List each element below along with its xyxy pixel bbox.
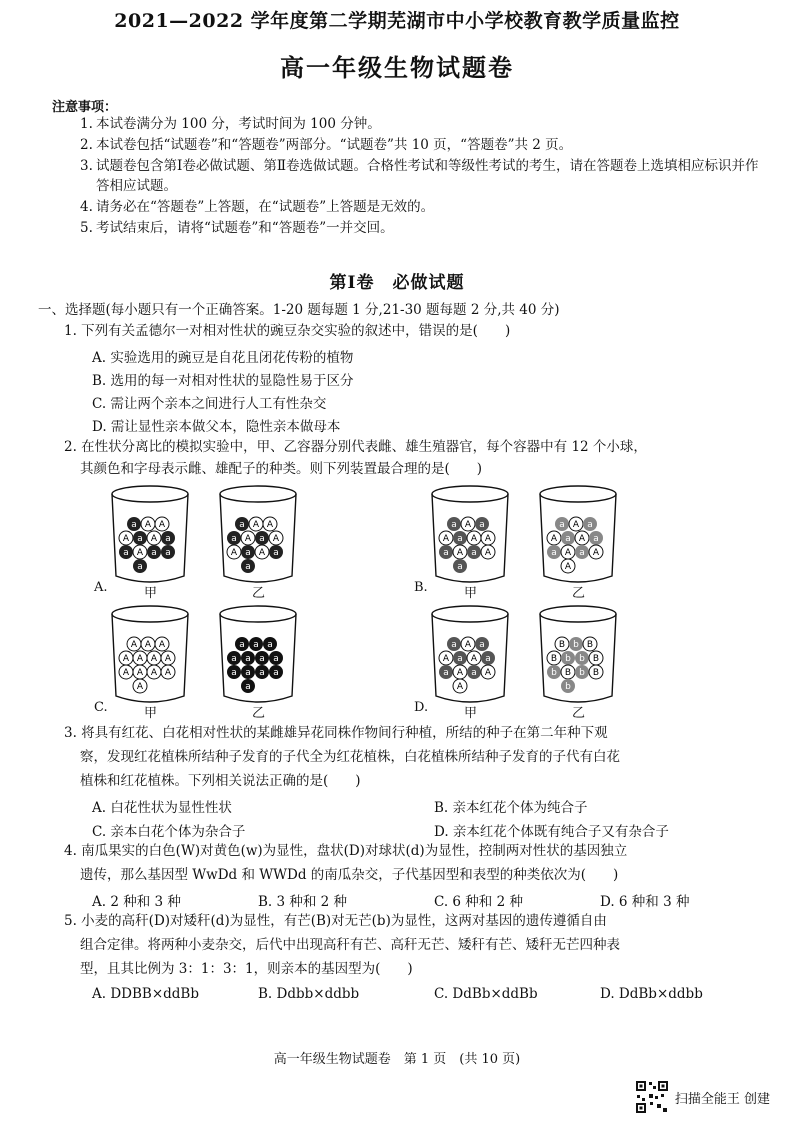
jar-a-jia	[112, 486, 188, 582]
svg-text:A: A	[564, 548, 572, 558]
svg-text:a: a	[485, 654, 491, 664]
q3-option-c: C. 亲本白花个体为杂合子	[92, 824, 246, 840]
q2-option-d-label: D.	[414, 700, 429, 715]
q4-option-b: B. 3 种和 2 种	[258, 894, 348, 910]
svg-text:a: a	[471, 548, 477, 558]
q2-label-yi: 乙	[252, 706, 266, 721]
note-item: 1. 本试卷满分为 100 分，考试时间为 100 分钟。	[80, 116, 381, 132]
svg-text:a: a	[273, 654, 279, 664]
svg-text:a: a	[587, 520, 593, 530]
svg-text:A: A	[122, 534, 130, 544]
svg-text:A: A	[150, 654, 158, 664]
jar-c-jia	[112, 606, 188, 702]
q2-container-diagram	[0, 478, 794, 718]
svg-text:a: a	[231, 668, 237, 678]
notes-heading: 注意事项：	[52, 100, 118, 115]
svg-text:A: A	[150, 668, 158, 678]
svg-text:a: a	[137, 562, 143, 572]
q2-stem-line1: 2. 在性状分离比的模拟实验中，甲、乙容器分别代表雌、雄生殖器官，每个容器中有 12 个小球，	[64, 439, 647, 455]
q5-option-d: D. DdBb×ddbb	[600, 986, 703, 1002]
q4-option-d: D. 6 种和 3 种	[600, 894, 690, 910]
svg-text:B: B	[586, 640, 594, 650]
svg-text:b: b	[579, 668, 585, 678]
svg-text:A: A	[136, 548, 144, 558]
exam-title-line1: 2021—2022 学年度第二学期芜湖市中小学校教育教学质量监控	[114, 10, 680, 32]
svg-text:A: A	[122, 668, 130, 678]
svg-text:a: a	[259, 654, 265, 664]
svg-text:a: a	[259, 668, 265, 678]
q2-label-yi: 乙	[572, 706, 586, 721]
svg-text:A: A	[572, 520, 580, 530]
q3-option-a: A. 白花性状为显性性状	[92, 800, 232, 816]
svg-text:a: a	[245, 548, 251, 558]
jar-d-jia	[432, 606, 508, 702]
svg-text:a: a	[267, 640, 273, 650]
svg-text:b: b	[573, 640, 579, 650]
svg-text:A: A	[456, 668, 464, 678]
scanner-watermark	[635, 1080, 770, 1114]
svg-text:b: b	[579, 654, 585, 664]
q2-label-yi: 乙	[572, 586, 586, 601]
q3-stem-line3: 植株和红花植株。下列相关说法正确的是( )	[80, 773, 361, 789]
svg-text:a: a	[231, 534, 237, 544]
q1-option-b: B. 选用的每一对相对性状的显隐性易于区分	[92, 373, 354, 389]
q4-stem-line1: 4. 南瓜果实的白色(W)对黄色(w)为显性，盘状(D)对球状(d)为显性，控制两对性状的基因独立	[64, 843, 628, 859]
svg-text:A: A	[470, 654, 478, 664]
svg-text:A: A	[122, 654, 130, 664]
q2-option-c-label: C.	[94, 700, 108, 715]
svg-text:A: A	[136, 654, 144, 664]
svg-text:A: A	[244, 534, 252, 544]
note-item: 4. 请务必在“答题卷”上答题，在“试题卷”上答题是无效的。	[80, 199, 435, 216]
svg-text:a: a	[245, 562, 251, 572]
q2-label-jia: 甲	[464, 706, 478, 721]
svg-text:B: B	[564, 668, 572, 678]
q1-stem: 1. 下列有关孟德尔一对相对性状的豌豆杂交实验的叙述中，错误的是( )	[64, 323, 511, 339]
jar-a-yi	[220, 486, 296, 582]
svg-text:a: a	[245, 682, 251, 692]
q5-stem-line2: 组合定律。将两种小麦杂交，后代中出现高秆有芒、高秆无芒、矮秆有芒、矮秆无芒四种表	[80, 937, 620, 953]
note-item: 5. 考试结束后，请将“试题卷”和“答题卷”一并交回。	[80, 219, 394, 236]
svg-text:A: A	[592, 548, 600, 558]
svg-text:a: a	[443, 548, 449, 558]
svg-text:A: A	[164, 654, 172, 664]
svg-text:a: a	[231, 654, 237, 664]
svg-text:B: B	[592, 668, 600, 678]
svg-text:B: B	[550, 654, 558, 664]
svg-text:a: a	[273, 668, 279, 678]
q5-option-c: C. DdBb×ddBb	[434, 986, 538, 1002]
svg-text:a: a	[451, 520, 457, 530]
svg-text:A: A	[266, 520, 274, 530]
note-item: 3. 试题卷包含第Ⅰ卷必做试题、第Ⅱ卷选做试题。合格性考试和等级性考试的考生，请在答题卷上选填相应标识并作答相应试题。	[80, 157, 759, 195]
svg-text:A: A	[564, 562, 572, 572]
svg-text:A: A	[272, 534, 280, 544]
svg-text:a: a	[565, 534, 571, 544]
svg-text:a: a	[123, 548, 129, 558]
svg-text:a: a	[273, 548, 279, 558]
q3-stem-line2: 察，发现红花植株所结种子发育的子代全为红花植株，白花植株所结种子发育的子代有白花	[80, 749, 620, 765]
q3-stem-line1: 3. 将具有红花、白花相对性状的某雌雄异花同株作物间行种植，所结的种子在第二年种下观	[64, 725, 608, 741]
svg-text:A: A	[144, 640, 152, 650]
svg-text:A: A	[150, 534, 158, 544]
q3-option-d: D. 亲本红花个体既有纯合子又有杂合子	[434, 824, 669, 840]
svg-text:A: A	[550, 534, 558, 544]
svg-text:a: a	[165, 534, 171, 544]
jar-b-jia	[432, 486, 508, 582]
svg-text:a: a	[457, 534, 463, 544]
q4-option-c: C. 6 种和 2 种	[434, 894, 523, 910]
q5-stem-line3: 型，且其比例为 3：1：3：1，则亲本的基因型为( )	[80, 961, 413, 977]
svg-text:B: B	[558, 640, 566, 650]
svg-text:a: a	[451, 640, 457, 650]
svg-text:a: a	[443, 668, 449, 678]
q4-option-a: A. 2 种和 3 种	[92, 894, 181, 910]
q4-stem-line2: 遗传，那么基因型 WwDd 和 WWDd 的南瓜杂交，子代基因型和表型的种类依次为( )	[80, 867, 619, 883]
q2-label-yi: 乙	[252, 586, 266, 601]
svg-text:A: A	[252, 520, 260, 530]
svg-text:A: A	[158, 520, 166, 530]
svg-text:a: a	[239, 640, 245, 650]
q2-label-jia: 甲	[464, 586, 478, 601]
svg-text:a: a	[479, 640, 485, 650]
svg-text:a: a	[137, 534, 143, 544]
svg-text:A: A	[258, 548, 266, 558]
svg-text:A: A	[464, 520, 472, 530]
q5-option-a: A. DDBB×ddBb	[92, 986, 199, 1002]
q1-option-a: A. 实验选用的豌豆是自花且闭花传粉的植物	[92, 350, 354, 366]
q1-option-d: D. 需让显性亲本做父本，隐性亲本做母本	[92, 419, 341, 435]
page-footer: 高一年级生物试题卷 第 1 页 (共 10 页)	[273, 1052, 521, 1067]
svg-text:a: a	[253, 640, 259, 650]
svg-text:a: a	[259, 534, 265, 544]
svg-text:b: b	[565, 682, 571, 692]
q2-label-jia: 甲	[144, 706, 158, 721]
svg-text:a: a	[165, 548, 171, 558]
svg-text:a: a	[245, 668, 251, 678]
jar-b-yi	[540, 486, 616, 582]
q2-option-b-label: B.	[414, 580, 428, 595]
q2-label-jia: 甲	[144, 586, 158, 601]
svg-text:A: A	[484, 534, 492, 544]
svg-text:a: a	[579, 548, 585, 558]
svg-text:A: A	[578, 534, 586, 544]
svg-text:a: a	[245, 654, 251, 664]
q5-option-b: B. Ddbb×ddbb	[258, 986, 360, 1002]
svg-text:A: A	[484, 548, 492, 558]
svg-text:a: a	[593, 534, 599, 544]
svg-text:A: A	[130, 640, 138, 650]
exam-title: 高一年级生物试题卷	[280, 53, 514, 82]
svg-text:a: a	[559, 520, 565, 530]
watermark-text: 扫描全能王 创建	[674, 1091, 770, 1107]
note-item: 2. 本试卷包括“试题卷”和“答题卷”两部分。“试题卷”共 10 页，“答题卷”共 2 页。	[80, 136, 573, 153]
svg-text:A: A	[456, 548, 464, 558]
svg-text:A: A	[164, 668, 172, 678]
q3-option-b: B. 亲本红花个体为纯合子	[434, 800, 588, 816]
part-title: 一、选择题(每小题只有一个正确答案。1-20 题每题 1 分,21-30 题每题 2 分,共 40 分)	[38, 302, 560, 318]
svg-text:A: A	[470, 534, 478, 544]
svg-text:a: a	[551, 548, 557, 558]
jar-c-yi	[220, 606, 296, 702]
svg-text:b: b	[551, 668, 557, 678]
svg-text:a: a	[131, 520, 137, 530]
q1-option-c: C. 需让两个亲本之间进行人工有性杂交	[92, 396, 327, 412]
svg-text:a: a	[151, 548, 157, 558]
q5-stem-line1: 5. 小麦的高秆(D)对矮秆(d)为显性，有芒(B)对无芒(b)为显性，这两对基因的遗传遵循自由	[64, 913, 607, 929]
svg-text:A: A	[144, 520, 152, 530]
svg-text:A: A	[158, 640, 166, 650]
svg-text:a: a	[239, 520, 245, 530]
jar-d-yi	[540, 606, 616, 702]
qr-code-icon	[635, 1080, 669, 1114]
svg-text:A: A	[464, 640, 472, 650]
q2-option-a-label: A.	[94, 580, 108, 595]
svg-text:A: A	[442, 534, 450, 544]
svg-text:B: B	[592, 654, 600, 664]
svg-text:A: A	[136, 668, 144, 678]
svg-text:A: A	[442, 654, 450, 664]
q2-stem-line2: 其颜色和字母表示雌、雄配子的种类。则下列装置最合理的是( )	[80, 461, 483, 477]
svg-text:A: A	[456, 682, 464, 692]
svg-text:a: a	[479, 520, 485, 530]
svg-text:A: A	[230, 548, 238, 558]
svg-text:a: a	[457, 562, 463, 572]
svg-text:a: a	[471, 668, 477, 678]
svg-text:A: A	[136, 682, 144, 692]
svg-text:A: A	[484, 668, 492, 678]
svg-text:b: b	[565, 654, 571, 664]
svg-text:a: a	[457, 654, 463, 664]
section-title: 第Ⅰ卷 必做试题	[329, 273, 465, 293]
notes-list	[80, 114, 760, 239]
